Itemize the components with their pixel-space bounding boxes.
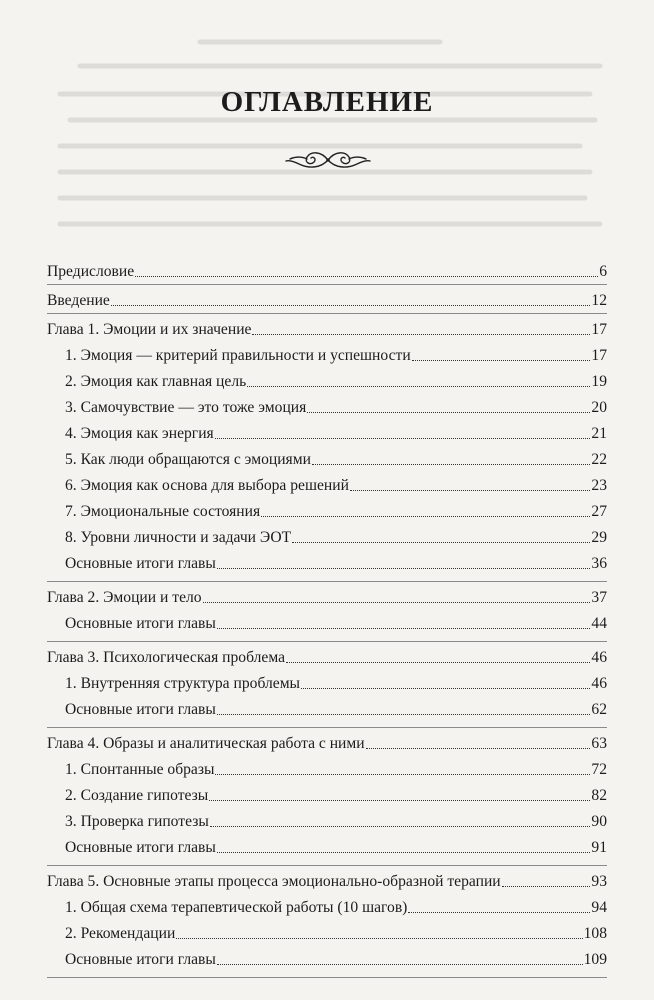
toc-entry-title: Основные итоги главы	[65, 701, 216, 718]
toc-entry-title: Глава 2. Эмоции и тело	[47, 589, 202, 606]
toc-entry-1-8[interactable]	[47, 524, 607, 550]
toc-entry-5-summary[interactable]	[47, 946, 607, 972]
toc-entry-page: 12	[591, 292, 607, 309]
toc-entry-preface[interactable]	[47, 256, 607, 284]
toc-entry-page: 108	[583, 925, 607, 942]
dot-leader	[301, 688, 590, 689]
dot-leader	[217, 568, 591, 569]
toc-entry-page: 21	[591, 425, 607, 442]
section-gap	[47, 972, 607, 977]
toc-entry-title: Предисловие	[47, 263, 135, 280]
toc-entry-title: Глава 1. Эмоции и их значение	[47, 321, 252, 338]
toc-entry-1-6[interactable]	[47, 472, 607, 498]
toc-entry-chapter-2[interactable]	[47, 582, 607, 610]
toc-entry-title: 8. Уровни личности и задачи ЭОТ	[65, 529, 292, 546]
section-gap	[47, 860, 607, 865]
toc-entry-page: 93	[591, 873, 607, 890]
toc-entry-chapter-4[interactable]	[47, 728, 607, 756]
toc-entry-title: 3. Проверка гипотезы	[65, 813, 209, 830]
dot-leader	[408, 912, 590, 913]
toc-entry-title: 1. Общая схема терапевтической работы (10 шагов)	[65, 899, 408, 916]
toc-section-preface	[47, 256, 607, 285]
section-gap	[47, 722, 607, 727]
toc-entry-5-1[interactable]	[47, 894, 607, 920]
toc-entry-title: Основные итоги главы	[65, 839, 216, 856]
dot-leader	[247, 386, 590, 387]
toc-entry-1-5[interactable]	[47, 446, 607, 472]
toc-entry-page: 62	[591, 701, 607, 718]
dot-leader	[217, 852, 591, 853]
toc-entry-page: 63	[591, 735, 607, 752]
toc-entry-page: 27	[591, 503, 607, 520]
toc-entry-page: 6	[599, 263, 607, 280]
dot-leader	[217, 628, 591, 629]
toc-section-chapter-3	[47, 642, 607, 728]
toc-entry-page: 17	[591, 347, 607, 364]
toc-entry-title: 4. Эмоция как энергия	[65, 425, 214, 442]
dot-leader	[350, 490, 590, 491]
toc-entry-3-1[interactable]	[47, 670, 607, 696]
toc-entry-page: 109	[583, 951, 607, 968]
toc-entry-page: 82	[591, 787, 607, 804]
toc-entry-title: 6. Эмоция как основа для выбора решений	[65, 477, 349, 494]
toc-entry-title: 2. Рекомендации	[65, 925, 176, 942]
toc-entry-page: 90	[591, 813, 607, 830]
toc-section-chapter-1	[47, 314, 607, 582]
toc-entry-4-2[interactable]	[47, 782, 607, 808]
toc-entry-title: Основные итоги главы	[65, 555, 216, 572]
dot-leader	[412, 360, 591, 361]
toc-entry-page: 94	[591, 899, 607, 916]
dot-leader	[217, 714, 591, 715]
toc-entry-title: Основные итоги главы	[65, 615, 216, 632]
dot-leader	[203, 602, 591, 603]
toc-entry-1-1[interactable]	[47, 342, 607, 368]
toc-entry-page: 36	[591, 555, 607, 572]
dot-leader	[135, 276, 598, 277]
toc-entry-2-summary[interactable]	[47, 610, 607, 636]
toc-entry-page: 22	[591, 451, 607, 468]
toc-section-chapter-2	[47, 582, 607, 642]
toc-entry-page: 19	[591, 373, 607, 390]
toc-entry-4-summary[interactable]	[47, 834, 607, 860]
toc-entry-4-3[interactable]	[47, 808, 607, 834]
toc-entry-title: 1. Эмоция — критерий правильности и успешности	[65, 347, 411, 364]
toc-entry-page: 29	[591, 529, 607, 546]
toc-entry-title: 5. Как люди обращаются с эмоциями	[65, 451, 311, 468]
dot-leader	[217, 964, 583, 965]
section-gap	[47, 576, 607, 581]
toc-entry-page: 44	[591, 615, 607, 632]
dot-leader	[292, 542, 590, 543]
toc-entry-chapter-5[interactable]	[47, 866, 607, 894]
dot-leader	[111, 305, 591, 306]
toc-section-chapter-5	[47, 866, 607, 978]
toc-entry-chapter-1[interactable]	[47, 314, 607, 342]
toc-entry-page: 46	[591, 649, 607, 666]
toc-entry-title: Глава 5. Основные этапы процесса эмоционально-образной терапии	[47, 873, 501, 890]
toc-entry-title: 3. Самочувствие — это тоже эмоция	[65, 399, 307, 416]
toc-entry-1-2[interactable]	[47, 368, 607, 394]
toc-entry-introduction[interactable]	[47, 285, 607, 313]
dot-leader	[312, 464, 590, 465]
dot-leader	[176, 938, 582, 939]
toc-section-introduction	[47, 285, 607, 314]
dot-leader	[366, 748, 591, 749]
section-gap	[47, 636, 607, 641]
toc-entry-title: Основные итоги главы	[65, 951, 216, 968]
toc-entry-1-7[interactable]	[47, 498, 607, 524]
toc-entry-chapter-3[interactable]	[47, 642, 607, 670]
bleed-through-text	[0, 0, 654, 250]
dot-leader	[502, 886, 591, 887]
toc-entry-title: Глава 4. Образы и аналитическая работа с ними	[47, 735, 365, 752]
toc-entry-1-3[interactable]	[47, 394, 607, 420]
toc-entry-title: 7. Эмоциональные состояния	[65, 503, 261, 520]
toc-entry-4-1[interactable]	[47, 756, 607, 782]
toc-entry-page: 17	[591, 321, 607, 338]
dot-leader	[215, 774, 590, 775]
toc-entry-page: 37	[591, 589, 607, 606]
toc-entry-title: 2. Эмоция как главная цель	[65, 373, 247, 390]
dot-leader	[307, 412, 590, 413]
table-of-contents	[47, 256, 607, 978]
flourish-ornament-icon	[285, 147, 371, 173]
dot-leader	[210, 826, 591, 827]
toc-entry-title: 1. Внутренняя структура проблемы	[65, 675, 301, 692]
toc-entry-1-4[interactable]	[47, 420, 607, 446]
toc-entry-page: 23	[591, 477, 607, 494]
dot-leader	[215, 438, 591, 439]
toc-entry-page: 20	[591, 399, 607, 416]
toc-entry-5-2[interactable]	[47, 920, 607, 946]
toc-entry-page: 72	[591, 761, 607, 778]
dot-leader	[286, 662, 590, 663]
toc-entry-page: 46	[591, 675, 607, 692]
dot-leader	[252, 334, 590, 335]
toc-entry-title: Глава 3. Психологическая проблема	[47, 649, 286, 666]
toc-entry-title: Введение	[47, 292, 110, 309]
toc-entry-1-summary[interactable]	[47, 550, 607, 576]
toc-entry-title: 1. Спонтанные образы	[65, 761, 215, 778]
dot-leader	[261, 516, 590, 517]
toc-entry-page: 91	[591, 839, 607, 856]
page-title: ОГЛАВЛЕНИЕ	[220, 86, 434, 118]
dot-leader	[209, 800, 590, 801]
toc-entry-3-summary[interactable]	[47, 696, 607, 722]
toc-entry-title: 2. Создание гипотезы	[65, 787, 209, 804]
toc-section-chapter-4	[47, 728, 607, 866]
